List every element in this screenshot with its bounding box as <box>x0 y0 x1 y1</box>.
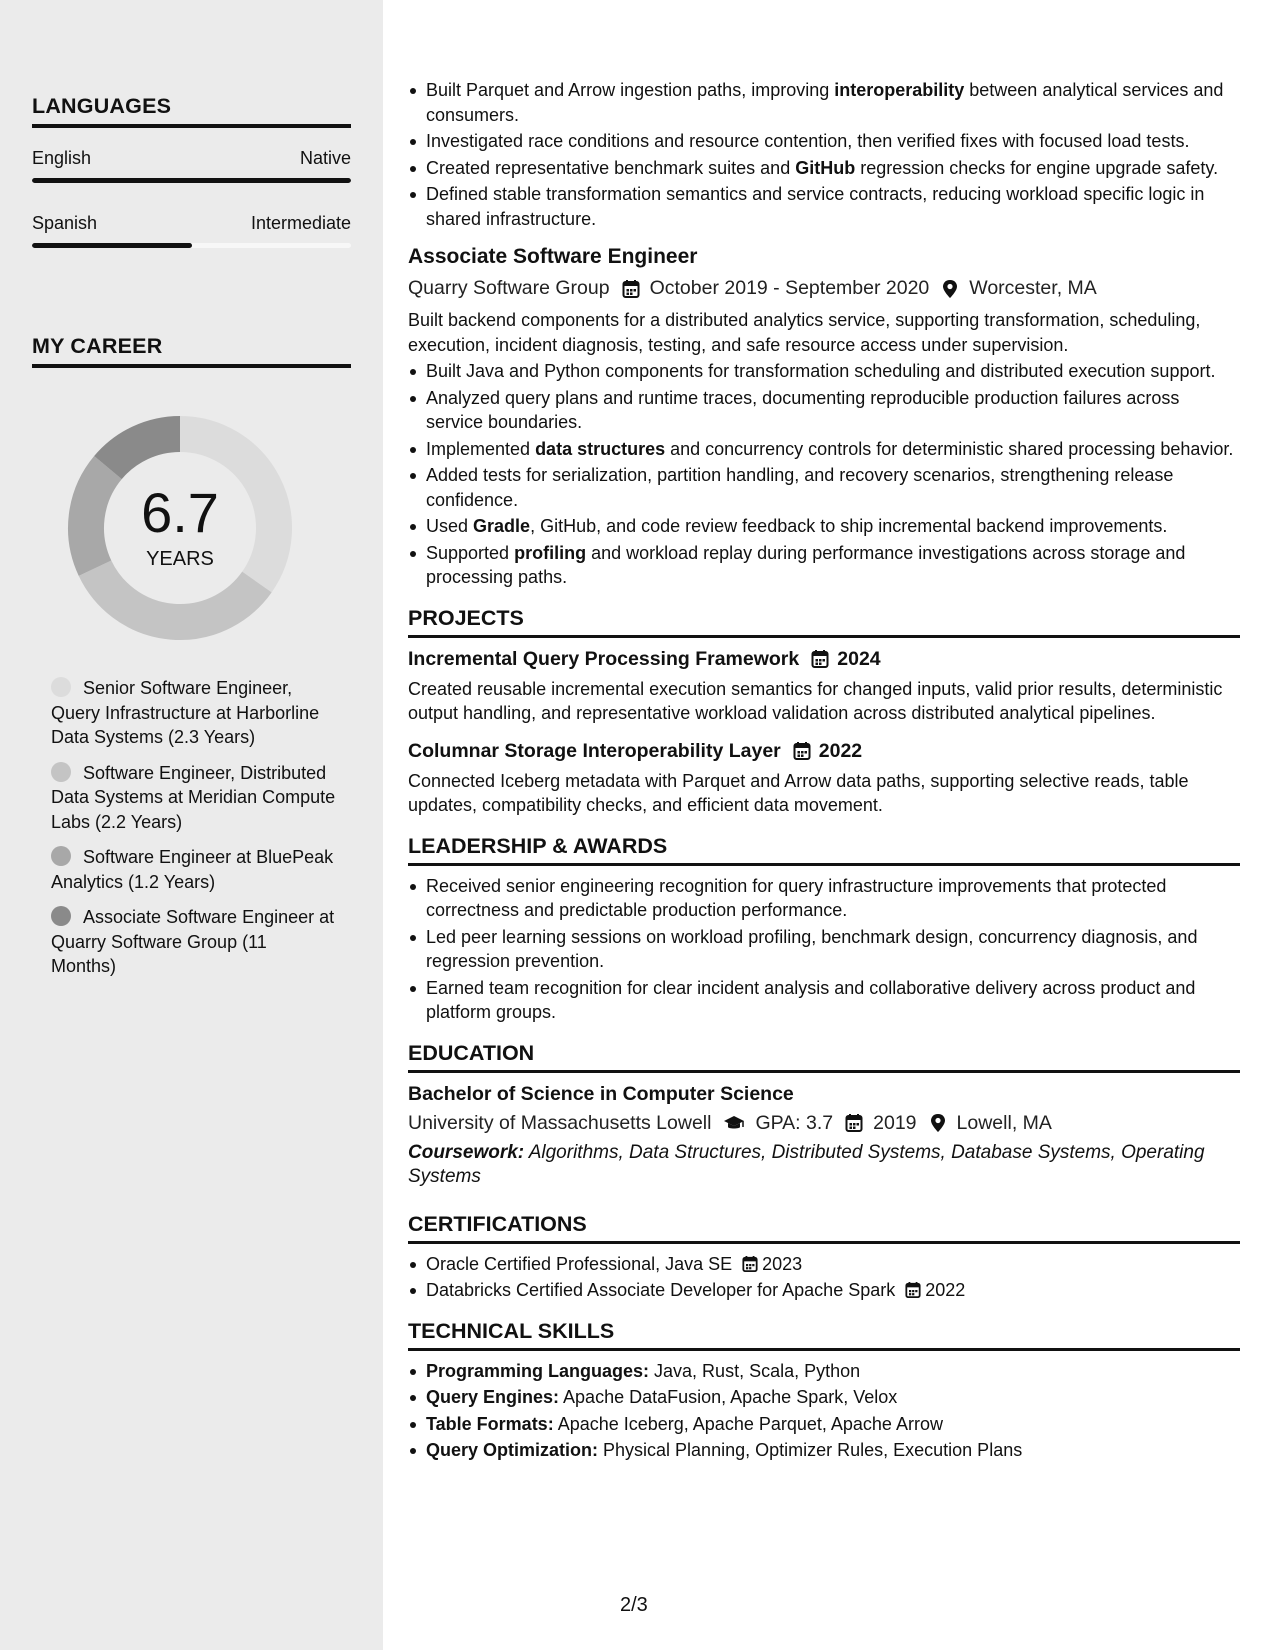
language-level: Intermediate <box>250 213 351 233</box>
legend-dot <box>51 846 71 866</box>
career-legend-item <box>51 905 336 979</box>
legend-dot <box>51 906 71 926</box>
coursework-label: Coursework: <box>408 1141 525 1163</box>
text-run: Built Java and Python components for transformation scheduling and distributed execution support. <box>426 361 1216 381</box>
text-run: and concurrency controls for deterministic shared processing behavior. <box>665 438 1234 459</box>
text-run: regression checks for engine upgrade safety. <box>855 157 1219 178</box>
certification-item <box>408 1278 1240 1303</box>
career-donut-segment <box>95 568 257 622</box>
certification-year: 2023 <box>762 1253 803 1274</box>
project-name: Incremental Query Processing Framework <box>408 647 800 670</box>
career-donut-chart <box>62 410 298 646</box>
bold-keyword: Gradle <box>473 516 531 536</box>
language-row <box>32 213 351 234</box>
text-run: Led peer learning sessions on workload profiling, benchmark design, concurrency diagnosis, and regression prevention. <box>426 926 1198 971</box>
career-legend-label: Software Engineer, Distributed Data Systems at Meridian Compute Labs (2.2 Years) <box>51 762 336 832</box>
skill-values: Physical Planning, Optimizer Rules, Execution Plans <box>598 1440 1023 1460</box>
experience-bullet <box>408 182 1240 231</box>
text-run: Analyzed query plans and runtime traces, documenting reproducible production failures across service boundaries. <box>426 387 1180 432</box>
job-summary: Built backend components for a distributed analytics service, supporting transformation, scheduling, execution, incident diagnosis, testing, and safe resource access under supervision. <box>408 310 1201 355</box>
career-heading: MY CAREER <box>32 334 351 368</box>
career-legend <box>51 676 336 990</box>
text-run: and workload replay during performance investigations across storage and processing paths. <box>426 542 1186 587</box>
school-location: Lowell, MA <box>956 1111 1052 1134</box>
language-level: Native <box>299 148 351 168</box>
career-legend-item <box>51 761 336 835</box>
career-legend-item <box>51 845 336 894</box>
experience-bullet <box>408 129 1240 154</box>
language-proficiency-fill <box>32 243 192 248</box>
calendar-icon <box>793 741 811 761</box>
project-description: Created reusable incremental execution semantics for changed inputs, valid prior results, deterministic output handling, and representative workload validation across distributed analytical pipelines. <box>408 678 1223 723</box>
career-legend-label: Software Engineer at BluePeak Analytics (1.2 Years) <box>51 847 334 892</box>
school-name: University of Massachusetts Lowell <box>408 1111 712 1134</box>
leadership-heading: LEADERSHIP & AWARDS <box>408 834 1240 866</box>
text-run: between analytical services and consumers. <box>426 80 1224 125</box>
projects-list <box>408 648 1240 818</box>
text-run: Supported <box>426 542 515 563</box>
job-bullet <box>408 463 1240 512</box>
coursework-list: Algorithms, Data Structures, Distributed Systems, Database Systems, Operating Systems <box>408 1141 1205 1187</box>
language-proficiency-fill <box>32 178 351 183</box>
project-name: Columnar Storage Interoperability Layer <box>408 739 781 762</box>
text-run: Built Parquet and Arrow ingestion paths, improving <box>426 80 835 100</box>
calendar-icon <box>742 1255 758 1273</box>
career-legend-label: Senior Software Engineer, Query Infrastructure at Harborline Data Systems (2.3 Years) <box>51 678 320 747</box>
job-title: Associate Software Engineer <box>408 245 698 268</box>
text-run: Investigated race conditions and resource contention, then verified fixes with focused load tests. <box>426 131 1190 151</box>
skill-item <box>408 1438 1240 1463</box>
project-title <box>408 740 1240 763</box>
job-bullet <box>408 437 1240 462</box>
education-heading: EDUCATION <box>408 1041 1240 1073</box>
language-proficiency-bar <box>32 178 351 183</box>
bold-keyword: data structures <box>535 438 666 459</box>
calendar-icon <box>622 279 640 299</box>
experience-bullet <box>408 156 1240 181</box>
page-number: 2/3 <box>620 1594 648 1616</box>
job-bullet <box>408 386 1240 435</box>
text-run: Earned team recognition for clear incident analysis and collaborative delivery across product and platform groups. <box>426 977 1196 1022</box>
project-title <box>408 648 1240 671</box>
experience-bullet <box>408 78 1240 127</box>
job-location: Worcester, MA <box>969 277 1097 299</box>
languages-list <box>32 148 351 248</box>
skill-item <box>408 1412 1240 1437</box>
job-company: Quarry Software Group <box>408 277 610 299</box>
languages-heading: LANGUAGES <box>32 94 351 128</box>
education-meta <box>408 1112 1240 1135</box>
certification-year: 2022 <box>925 1280 966 1300</box>
career-section <box>32 334 351 368</box>
skill-values: Apache Iceberg, Apache Parquet, Apache Arrow <box>553 1413 943 1434</box>
certifications-heading: CERTIFICATIONS <box>408 1212 1240 1244</box>
job-meta <box>408 277 1240 300</box>
skill-values: Java, Rust, Scala, Python <box>649 1360 861 1381</box>
skill-category: Table Formats: <box>426 1413 554 1434</box>
leadership-bullets <box>408 874 1240 1025</box>
skill-item <box>408 1359 1240 1384</box>
language-name: Spanish <box>32 213 98 233</box>
location-pin-icon <box>929 1113 947 1133</box>
career-legend-label: Associate Software Engineer at Quarry Software Group (11 Months) <box>51 907 335 976</box>
text-run: Used <box>426 516 474 536</box>
legend-dot <box>51 762 71 782</box>
skill-category: Query Optimization: <box>426 1440 599 1460</box>
language-name: English <box>32 148 92 168</box>
degree-name: Bachelor of Science in Computer Science <box>408 1082 794 1105</box>
project-year: 2022 <box>818 739 863 762</box>
main-content <box>408 78 1240 1465</box>
calendar-icon <box>905 1281 921 1299</box>
calendar-icon <box>811 649 829 669</box>
career-donut-segment <box>108 434 180 468</box>
bold-keyword: interoperability <box>834 80 965 100</box>
job-bullet <box>408 514 1240 539</box>
text-run: , GitHub, and code review feedback to ship incremental backend improvements. <box>530 516 1168 536</box>
projects-heading: PROJECTS <box>408 606 1240 638</box>
language-row <box>32 148 351 169</box>
text-run: Defined stable transformation semantics and service contracts, reducing workload specific logic in shared infrastructure. <box>426 184 1205 229</box>
job-bullet <box>408 359 1240 384</box>
graduation-year: 2019 <box>873 1111 917 1134</box>
calendar-icon <box>845 1113 863 1133</box>
text-run: Created representative benchmark suites and <box>426 157 796 178</box>
text-run: Implemented <box>426 438 536 459</box>
career-total-years: 6.7 <box>141 481 219 544</box>
skills-heading: TECHNICAL SKILLS <box>408 1319 1240 1351</box>
job-dates: October 2019 - September 2020 <box>649 277 930 299</box>
job-bullet <box>408 541 1240 590</box>
certification-name: Oracle Certified Professional, Java SE <box>426 1253 733 1274</box>
skills-list <box>408 1359 1240 1463</box>
project-year: 2024 <box>837 647 881 670</box>
leadership-bullet <box>408 874 1240 923</box>
language-proficiency-bar <box>32 243 351 248</box>
sidebar <box>0 0 383 1650</box>
skill-category: Query Engines: <box>426 1387 560 1407</box>
project-description: Connected Iceberg metadata with Parquet and Arrow data paths, supporting selective reads, table updates, compatibility checks, and efficient data movement. <box>408 770 1189 815</box>
bold-keyword: GitHub <box>795 157 856 178</box>
certification-item <box>408 1252 1240 1277</box>
coursework <box>408 1141 1240 1190</box>
gpa: GPA: 3.7 <box>755 1111 834 1134</box>
career-legend-item <box>51 676 336 750</box>
certification-name: Databricks Certified Associate Developer for Apache Spark <box>426 1280 896 1300</box>
skill-values: Apache DataFusion, Apache Spark, Velox <box>559 1387 898 1407</box>
experience-bullets-continued <box>408 78 1240 231</box>
bold-keyword: profiling <box>514 542 587 563</box>
leadership-bullet <box>408 925 1240 974</box>
certifications-list <box>408 1252 1240 1303</box>
graduation-cap-icon <box>723 1113 745 1133</box>
skill-item <box>408 1385 1240 1410</box>
legend-dot <box>51 677 71 697</box>
location-pin-icon <box>941 279 959 299</box>
text-run: Received senior engineering recognition for query infrastructure improvements that protected correctness and predictable production performance. <box>426 875 1167 920</box>
text-run: Added tests for serialization, partition handling, and recovery scenarios, strengthening release confidence. <box>426 465 1174 510</box>
languages-section <box>32 94 351 248</box>
leadership-bullet <box>408 976 1240 1025</box>
career-total-unit: YEARS <box>146 548 214 570</box>
job-bullets <box>408 359 1240 590</box>
degree-title <box>408 1083 1240 1106</box>
skill-category: Programming Languages: <box>426 1360 650 1381</box>
